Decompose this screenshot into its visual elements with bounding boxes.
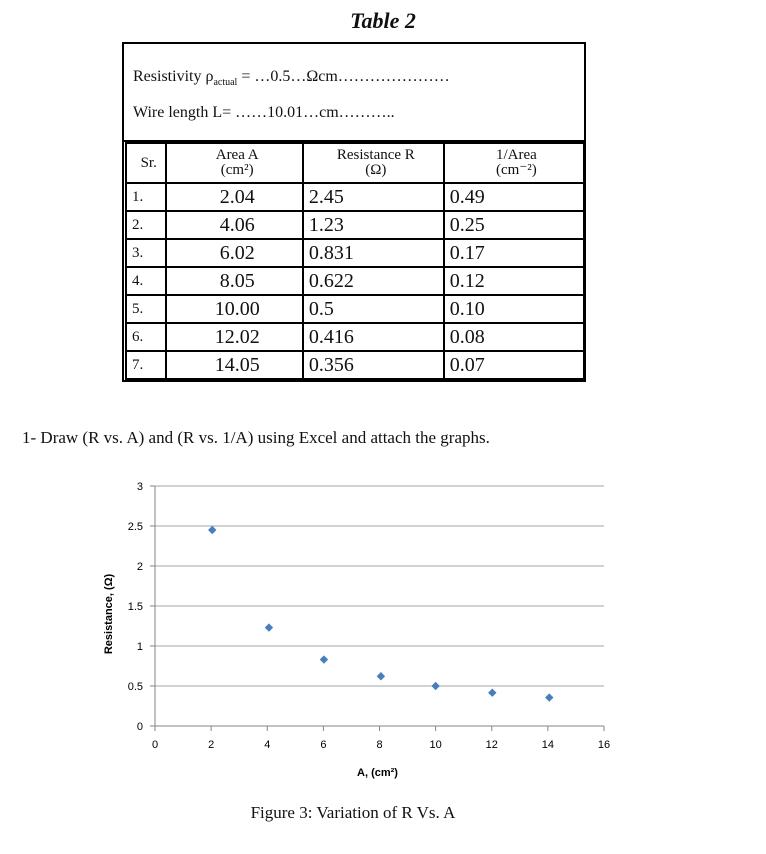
resistivity-subscript: actual [213,77,238,89]
x-tick-label: 6 [320,739,327,751]
table-title: Table 2 [350,8,416,33]
x-axis-label: A, (cm²) [357,767,398,779]
row-area-cell: 8.05 [166,267,302,295]
row-sr-cell: 6. [126,323,166,351]
x-tick-label: 12 [485,739,498,751]
data-point [431,682,439,690]
row-sr-cell: 1. [126,183,166,211]
data-point [208,526,216,534]
data-point [488,689,496,697]
x-tick-label: 16 [597,739,611,751]
row-resistance-cell: 0.416 [303,323,444,351]
x-tick-label: 2 [208,739,215,751]
row-resistance-cell: 0.622 [303,267,444,295]
row-resistance-cell: 0.5 [303,295,444,323]
header-resistance: Resistance R (Ω) [303,143,444,183]
header-inverse-area: 1/Area (cm⁻²) [444,143,584,183]
y-axis-label: Resistance, (Ω) [103,573,115,655]
header-area: Area A (cm²) [166,143,302,183]
y-tick-label: 1 [136,641,143,653]
row-inverse-area-cell: 0.12 [444,267,584,295]
x-tick-label: 14 [541,739,554,751]
y-tick-label: 2 [136,561,143,573]
data-point [377,672,385,680]
row-resistance-cell: 0.356 [303,351,444,379]
y-tick-label: 0 [136,721,143,733]
question-text: 1- Draw (R vs. A) and (R vs. 1/A) using Excel and attach the graphs. [22,428,490,447]
data-point [265,623,273,631]
row-inverse-area-cell: 0.07 [444,351,584,379]
row-inverse-area-cell: 0.17 [444,239,584,267]
row-inverse-area-cell: 0.49 [444,183,584,211]
y-tick-label: 0.5 [127,681,143,693]
data-point [320,655,328,663]
row-inverse-area-cell: 0.08 [444,323,584,351]
x-tick-label: 8 [376,739,383,751]
row-sr-cell: 7. [126,351,166,379]
row-area-cell: 14.05 [166,351,302,379]
data-point [545,693,553,701]
resistivity-label: Resistivity ρ [133,68,214,85]
row-area-cell: 12.02 [166,323,302,351]
y-tick-label: 2.5 [127,521,143,533]
resistivity-value: = …0.5…Ωcm………………… [237,68,450,85]
row-area-cell: 6.02 [166,239,302,267]
wire-length-line: Wire length L= ……10.01…cm……….. [133,104,395,121]
row-area-cell: 4.06 [166,211,302,239]
header-sr: Sr. [126,143,166,183]
x-tick-label: 4 [264,739,271,751]
row-resistance-cell: 2.45 [303,183,444,211]
row-resistance-cell: 0.831 [303,239,444,267]
row-inverse-area-cell: 0.10 [444,295,584,323]
y-tick-label: 1.5 [127,601,143,613]
row-resistance-cell: 1.23 [303,211,444,239]
row-inverse-area-cell: 0.25 [444,211,584,239]
row-sr-cell: 5. [126,295,166,323]
row-sr-cell: 4. [126,267,166,295]
x-tick-label: 0 [151,739,159,751]
row-area-cell: 10.00 [166,295,302,323]
row-sr-cell: 3. [126,239,166,267]
row-area-cell: 2.04 [166,183,302,211]
figure-caption: Figure 3: Variation of R Vs. A [250,803,456,822]
row-sr-cell: 2. [126,211,166,239]
y-tick-label: 3 [136,481,143,493]
x-tick-label: 10 [429,739,442,751]
